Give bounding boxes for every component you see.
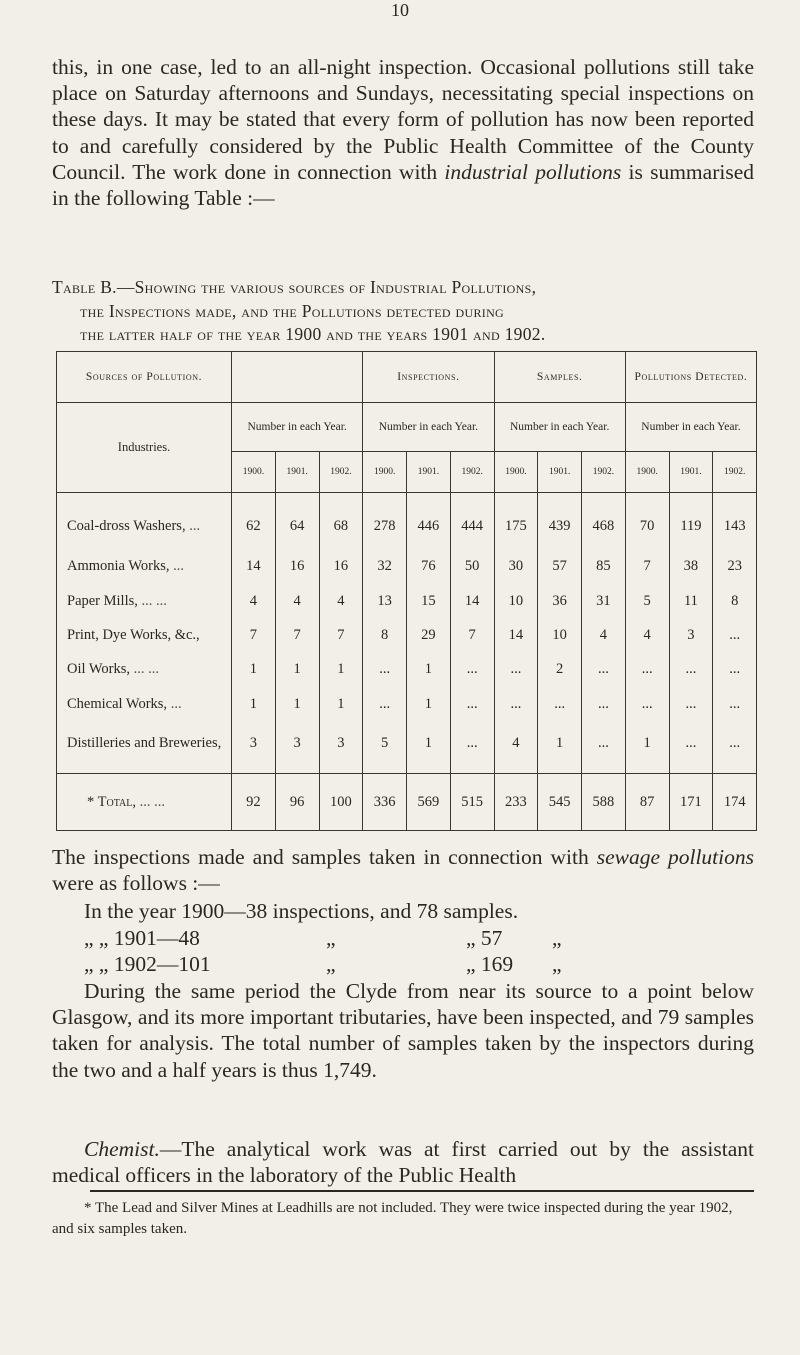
header-industries: Industries. (57, 403, 232, 493)
table-cell: 1 (232, 687, 276, 721)
industry-label: Paper Mills, (67, 592, 138, 609)
table-caption-line2: the Inspections made, and the Pollutions detected during (80, 300, 504, 321)
total-cell: 174 (713, 774, 757, 831)
table-cell: 444 (450, 493, 494, 550)
table-cell: 4 (494, 721, 538, 774)
industry-name (57, 721, 232, 774)
table-cell: ... (669, 653, 713, 687)
table-cell: 10 (538, 618, 582, 652)
table-cell: 14 (232, 550, 276, 584)
total-cell: 92 (232, 774, 276, 831)
header-samples: Samples. (494, 352, 625, 403)
sewage-line (52, 951, 754, 978)
industry-name (57, 653, 232, 687)
industry-name (57, 618, 232, 652)
table-row (57, 550, 757, 584)
table-cell: 50 (450, 550, 494, 584)
table-cell: ... (450, 721, 494, 774)
table-cell: 11 (669, 584, 713, 618)
table-cell: 16 (319, 550, 363, 584)
paragraph-chemist-italic: Chemist. (84, 1137, 160, 1161)
header-number-samples: Number in each Year. (494, 403, 625, 452)
table-cell: 5 (625, 584, 669, 618)
sewage-line-ditto: „ (326, 925, 336, 950)
table-cell: 3 (319, 721, 363, 774)
table-cell: 68 (319, 493, 363, 550)
year-header: 1901. (275, 452, 319, 493)
table-row (57, 653, 757, 687)
paragraph-sewage-before: The inspections made and samples taken in connection with (52, 845, 597, 869)
header-inspections: Inspections. (363, 352, 494, 403)
year-header: 1900. (363, 452, 407, 493)
table-cell: 31 (582, 584, 626, 618)
table-cell: 4 (625, 618, 669, 652)
year-header: 1902. (582, 452, 626, 493)
industry-leader-dots: ... ... (130, 661, 160, 678)
table-cell: 439 (538, 493, 582, 550)
table-cell: 1 (407, 687, 451, 721)
total-cell: 171 (669, 774, 713, 831)
table-cell: 10 (494, 584, 538, 618)
header-number-pollutions: Number in each Year. (625, 403, 756, 452)
table-cell: 4 (275, 584, 319, 618)
sewage-line-text: „ „ 1901—48 (84, 925, 200, 950)
industry-label: Chemical Works, (67, 695, 168, 712)
year-header: 1900. (494, 452, 538, 493)
sewage-line-ditto: „ (552, 925, 562, 950)
industry-leader-dots: ... ... (137, 592, 167, 609)
table-cell: 3 (232, 721, 276, 774)
table-cell: 1 (232, 653, 276, 687)
table-cell: 175 (494, 493, 538, 550)
total-label-cell (57, 774, 232, 831)
paragraph-chemist (52, 1136, 754, 1188)
industry-name (57, 584, 232, 618)
industry-label: Oil Works, (67, 661, 131, 678)
paragraph-intro (52, 54, 754, 211)
table-cell: 38 (669, 550, 713, 584)
table-cell: 57 (538, 550, 582, 584)
total-cell: 588 (582, 774, 626, 831)
table-cell: ... (538, 687, 582, 721)
header-sources-blank (232, 352, 363, 403)
table-cell: ... (625, 687, 669, 721)
footnote: * The Lead and Silver Mines at Leadhills are not included. They were twice inspected during the year 1902, and six samples taken. (52, 1200, 733, 1237)
table-cell: 62 (232, 493, 276, 550)
table-cell: 32 (363, 550, 407, 584)
year-header: 1900. (625, 452, 669, 493)
industry-name (57, 687, 232, 721)
table-cell: ... (669, 721, 713, 774)
table-row (57, 618, 757, 652)
table-cell: ... (494, 687, 538, 721)
table-cell: ... (450, 687, 494, 721)
table-cell: 7 (319, 618, 363, 652)
table-row (57, 721, 757, 774)
table-cell: 2 (538, 653, 582, 687)
total-row (57, 774, 757, 831)
footnote-rule (90, 1190, 754, 1192)
header-sources: Sources of Pollution. (57, 352, 232, 403)
table-cell: ... (582, 687, 626, 721)
industry-label: Distilleries and Breweries, (67, 734, 222, 751)
table-cell: 5 (363, 721, 407, 774)
sewage-line-text: „ „ 1902—101 (84, 952, 211, 976)
table-cell: 1 (407, 653, 451, 687)
table-caption (52, 276, 754, 347)
table-cell: 1 (275, 653, 319, 687)
table-cell: 85 (582, 550, 626, 584)
table-cell: ... (713, 653, 757, 687)
paragraph-sewage-after: were as follows :— (52, 871, 220, 896)
table-cell: 30 (494, 550, 538, 584)
table-cell: 14 (450, 584, 494, 618)
table-cell: ... (625, 653, 669, 687)
total-cell: 336 (363, 774, 407, 831)
table-cell: 1 (275, 687, 319, 721)
table-cell: 1 (538, 721, 582, 774)
year-header: 1902. (319, 452, 363, 493)
table-cell: 3 (275, 721, 319, 774)
table-cell: 14 (494, 618, 538, 652)
total-leader-dots: ... ... (135, 793, 165, 810)
header-pollutions: Pollutions Detected. (625, 352, 756, 403)
pollution-table (56, 351, 756, 831)
total-cell: 515 (450, 774, 494, 831)
paragraph-clyde: During the same period the Clyde from near its source to a point below Glasgow, and its more important tributaries, have been inspected, and 79 samples taken for analysis. The total number of samples taken by the inspectors during the two and a half years is thus 1,749. (52, 979, 754, 1082)
table-cell: 4 (319, 584, 363, 618)
table-cell: ... (582, 653, 626, 687)
table-cell: 1 (319, 687, 363, 721)
table-cell: ... (582, 721, 626, 774)
paragraph-chemist-after: —The analytical work was at first carried out by the assistant medical officers in the laboratory of the Public Health (52, 1137, 754, 1188)
table-cell: 8 (713, 584, 757, 618)
table-cell: ... (713, 687, 757, 721)
paragraph-intro-before: this, in one case, led to an all-night inspection. Occasional pollutions still take place on Saturday afternoons and Sundays, necessitating special inspections on these days. It may be stated that every form of pollution has now been reported to and carefully considered by the Public Health Committee of the County Council. The work done in connection with (52, 55, 754, 184)
table-row (57, 584, 757, 618)
table-cell: 15 (407, 584, 451, 618)
table-cell: 3 (669, 618, 713, 652)
table-cell: ... (669, 687, 713, 721)
table-cell: 23 (713, 550, 757, 584)
table-cell: 76 (407, 550, 451, 584)
table-cell: ... (363, 653, 407, 687)
industry-leader-dots: ... (169, 558, 184, 575)
table-cell: 29 (407, 618, 451, 652)
paragraph-intro-after: is summarised in the following Table :— (52, 159, 754, 211)
table-cell: 8 (363, 618, 407, 652)
table-cell: 4 (582, 618, 626, 652)
table-cell: 1 (625, 721, 669, 774)
industry-name (57, 493, 232, 550)
table-caption-line3: the latter half of the year 1900 and the years 1901 and 1902. (80, 324, 546, 344)
total-cell: 233 (494, 774, 538, 831)
table-cell: 7 (275, 618, 319, 652)
sewage-line (52, 925, 754, 952)
table-cell: ... (713, 618, 757, 652)
year-header: 1900. (232, 452, 276, 493)
table-cell: 70 (625, 493, 669, 550)
table-caption-line1: Table B.—Showing the various sources of Industrial Pollutions, (52, 277, 537, 297)
sewage-line-samples: „ 57 (466, 925, 503, 950)
header-number-inspections: Number in each Year. (363, 403, 494, 452)
sewage-line-ditto: „ (326, 952, 336, 976)
sewage-line-ditto: „ (552, 952, 562, 976)
table-cell: 446 (407, 493, 451, 550)
year-header: 1901. (407, 452, 451, 493)
page-number: 10 (391, 0, 409, 20)
table-cell: 1 (319, 653, 363, 687)
total-cell: 87 (625, 774, 669, 831)
header-number-sources: Number in each Year. (232, 403, 363, 452)
paragraph-intro-italic: industrial pollutions (444, 159, 622, 184)
industry-leader-dots: ... (167, 695, 182, 712)
industry-label: Ammonia Works, (67, 558, 170, 575)
industry-label: Print, Dye Works, &c., (67, 626, 200, 643)
table-cell: ... (713, 721, 757, 774)
paragraph-sewage-italic: sewage pollutions (596, 845, 754, 869)
sewage-line-text: In the year 1900—38 inspections, and 78 samples. (84, 899, 519, 923)
table-cell: 278 (363, 493, 407, 550)
year-header: 1902. (713, 452, 757, 493)
year-header: 1901. (669, 452, 713, 493)
table-row (57, 687, 757, 721)
table-cell: 7 (625, 550, 669, 584)
industry-leader-dots: ... (185, 517, 201, 534)
sewage-list (52, 898, 754, 978)
total-cell: 545 (538, 774, 582, 831)
paragraph-sewage (52, 844, 754, 896)
table-cell: 119 (669, 493, 713, 550)
total-cell: 569 (407, 774, 451, 831)
total-cell: 100 (319, 774, 363, 831)
table-cell: ... (494, 653, 538, 687)
table-cell: 143 (713, 493, 757, 550)
industry-label: Coal-dross Washers, (67, 517, 186, 534)
table-cell: 16 (275, 550, 319, 584)
table-cell: 7 (450, 618, 494, 652)
table-cell: 4 (232, 584, 276, 618)
table-cell: 468 (582, 493, 626, 550)
table-row (57, 493, 757, 550)
year-header: 1901. (538, 452, 582, 493)
total-cell: 96 (275, 774, 319, 831)
table-cell: ... (363, 687, 407, 721)
table-cell: 64 (275, 493, 319, 550)
year-header: 1902. (450, 452, 494, 493)
table-cell: ... (450, 653, 494, 687)
sewage-line-samples: „ 169 (466, 952, 514, 976)
table-cell: 7 (232, 618, 276, 652)
sewage-line (52, 898, 754, 925)
total-label: * Total, (87, 793, 136, 810)
industry-name (57, 550, 232, 584)
table-cell: 13 (363, 584, 407, 618)
table-cell: 1 (407, 721, 451, 774)
table-cell: 36 (538, 584, 582, 618)
